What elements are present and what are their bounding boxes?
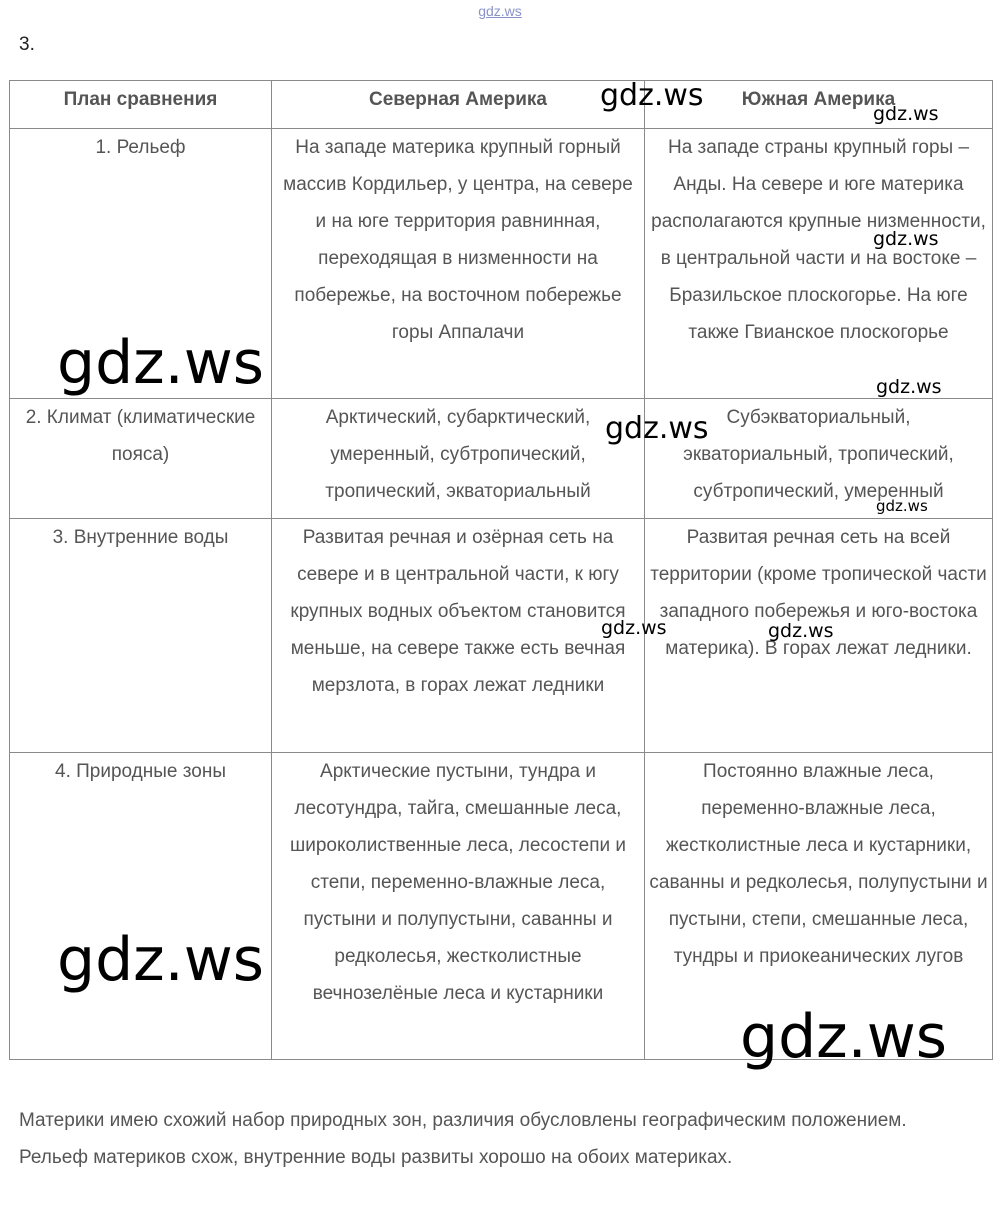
- watermark: gdz.ws: [57, 328, 265, 398]
- table-row: [10, 399, 993, 519]
- north-america-cell: Развитая речная и озёрная сеть на севере и в центральной части, к югу крупных водных объектом становится меньше, на севере также есть вечная мерзлота, в горах лежат ледники: [272, 519, 645, 753]
- watermark: gdz.ws: [600, 78, 704, 113]
- criterion-cell: 1. Рельеф: [10, 129, 272, 399]
- watermark: gdz.ws: [605, 411, 709, 446]
- north-america-cell: Арктические пустыни, тундра и лесотундра, тайга, смешанные леса, широколиственные леса, лесостепи и степи, переменно-влажные леса, пустыни и полупустыни, саванны и редколесья, жестколистные вечнозелёные леса и кустарники: [272, 753, 645, 1060]
- header-comparison-plan: План сравнения: [10, 81, 272, 129]
- watermark: gdz.ws: [876, 497, 928, 515]
- criterion-cell: 2. Климат (климатические пояса): [10, 399, 272, 519]
- header-north-america: Северная Америка: [272, 81, 645, 129]
- watermark: gdz.ws: [768, 620, 834, 642]
- watermark: gdz.ws: [601, 617, 667, 639]
- comparison-table: [9, 80, 993, 1060]
- watermark: gdz.ws: [873, 103, 939, 125]
- south-america-cell: Развитая речная сеть на всей территории (кроме тропической части западного побережья и юго-востока материка). В горах лежат ледники.: [645, 519, 993, 753]
- table-header-row: [10, 81, 993, 129]
- south-america-cell: Субэкваториальный, экваториальный, тропический, субтропический, умеренный: [645, 399, 993, 519]
- header-south-america: Южная Америка: [645, 81, 993, 129]
- north-america-cell: Арктический, субарктический, умеренный, субтропический, тропический, экваториальный: [272, 399, 645, 519]
- south-america-cell: На западе страны крупный горы – Анды. На севере и юге материка располагаются крупные низменности, в центральной части и на востоке – Бразильское плоскогорье. На юге также Гвианское плоскогорье: [645, 129, 993, 399]
- south-america-cell: Постоянно влажные леса, переменно-влажные леса, жестколистные леса и кустарники, саванны и редколесья, полупустыни и пустыни, степи, смешанные леса, тундры и приокеанических лугов: [645, 753, 993, 1060]
- watermark: gdz.ws: [740, 1002, 948, 1072]
- criterion-cell: 3. Внутренние воды: [10, 519, 272, 753]
- criterion-cell: 4. Природные зоны: [10, 753, 272, 1060]
- north-america-cell: На западе материка крупный горный массив Кордильер, у центра, на севере и на юге территория равнинная, переходящая в низменности на побережье, на восточном побережье горы Аппалачи: [272, 129, 645, 399]
- top-watermark-link[interactable]: gdz.ws: [478, 3, 522, 19]
- watermark: gdz.ws: [873, 228, 939, 250]
- task-number: 3.: [19, 34, 35, 55]
- conclusion-paragraph: Материки имею схожий набор природных зон, различия обусловлены географическим положением. Рельеф материков схож, внутренние воды развиты хорошо на обоих материках.: [19, 1110, 907, 1168]
- table-row: [10, 519, 993, 753]
- watermark: gdz.ws: [876, 376, 942, 398]
- watermark: gdz.ws: [57, 925, 265, 995]
